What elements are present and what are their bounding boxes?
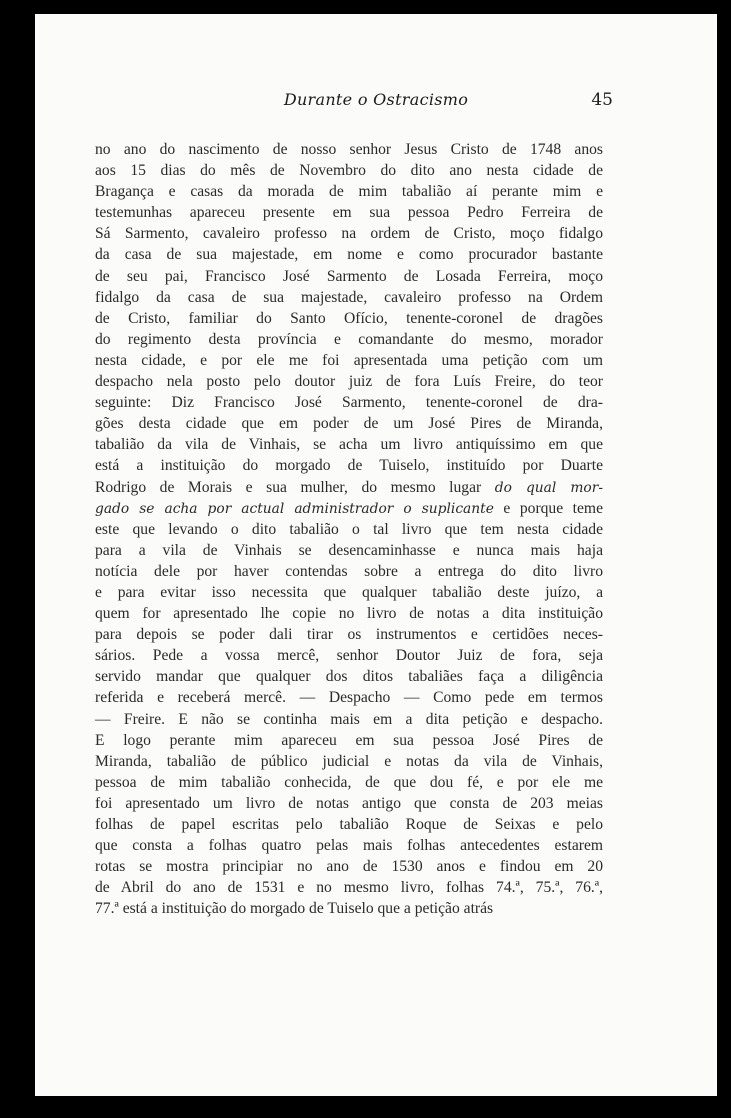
text-segment: aos 15 dias do mês de Novembro do dito ano nesta cidade de — [95, 162, 603, 180]
text-segment: folhas de papel escritas pelo tabalião Roque de Seixas e pelo — [95, 816, 603, 833]
text-line — [95, 519, 603, 540]
text-line — [95, 877, 603, 898]
text-line — [95, 730, 603, 751]
text-segment: seguinte: Diz Francisco José Sarmento, tenente-coronel de dra- — [95, 394, 603, 412]
text-segment: sários. Pede a vossa mercê, senhor Doutor Juiz de fora, seja — [95, 647, 603, 665]
text-line — [95, 181, 603, 202]
text-line — [95, 350, 603, 371]
text-line — [95, 624, 603, 645]
text-line — [95, 793, 603, 814]
text-line — [95, 814, 603, 835]
page-number: 45 — [591, 90, 613, 110]
text-segment: fidalgo da casa de sua majestade, cavaleiro professo na Ordem — [95, 288, 603, 306]
text-segment: que consta a folhas quatro pelas mais folhas antecedentes estarem — [95, 837, 603, 855]
book-page — [35, 14, 717, 1096]
text-segment: gões desta cidade que em poder de um José Pires de Miranda, — [95, 415, 603, 433]
text-segment: este que levando o dito tabalião o tal livro que tem nesta cidade — [95, 520, 603, 538]
text-segment: Sá Sarmento, cavaleiro professo na ordem de Cristo, moço fidalgo — [95, 225, 603, 243]
text-segment: e porque teme — [493, 499, 603, 517]
text-line — [95, 898, 603, 919]
text-segment: 77.ª está a instituição do morgado de Tuiselo que a petição atrás — [95, 900, 494, 918]
body-text — [95, 139, 603, 919]
text-line — [95, 835, 603, 856]
text-line — [95, 751, 603, 772]
text-segment: pessoa de mim tabalião conhecida, de que dou fé, e por ele me — [95, 773, 603, 791]
italic-text-segment: do qual mor- — [494, 479, 603, 496]
text-segment: de seu pai, Francisco José Sarmento de Losada Ferreira, moço — [95, 267, 603, 285]
text-segment: de Cristo, familiar do Santo Ofício, tenente-coronel de dragões — [95, 309, 603, 327]
text-line — [95, 666, 603, 687]
text-segment: para a vila de Vinhais se desencaminhasse e nunca mais haja — [95, 541, 603, 559]
text-line — [95, 477, 603, 498]
text-line — [95, 371, 603, 392]
text-line — [95, 498, 603, 519]
text-segment: servido mandar que qualquer dos ditos tabaliães faça a diligência — [95, 668, 603, 686]
text-segment: de Abril do ano de 1531 e no mesmo livro, folhas 74.ª, 75.ª, 76.ª, — [95, 879, 603, 897]
text-segment: Miranda, tabalião de público judicial e notas da vila de Vinhais, — [95, 752, 603, 770]
text-line — [95, 160, 603, 181]
text-segment: no ano do nascimento de nosso senhor Jesus Cristo de 1748 anos — [95, 141, 603, 158]
text-line — [95, 455, 603, 476]
text-line — [95, 392, 603, 413]
text-segment: testemunhas apareceu presente em sua pessoa Pedro Ferreira de — [95, 204, 603, 222]
text-segment: rotas se mostra principiar no ano de 1530 anos e findou em 20 — [95, 858, 603, 876]
text-line — [95, 287, 603, 308]
text-line — [95, 266, 603, 287]
text-line — [95, 561, 603, 582]
text-line — [95, 223, 603, 244]
text-segment: quem for apresentado lhe copie no livro de notas a dita instituição — [95, 605, 603, 623]
text-line — [95, 582, 603, 603]
text-line — [95, 687, 603, 708]
text-line — [95, 244, 603, 265]
text-segment: do regimento desta província e comandante do mesmo, morador — [95, 330, 603, 348]
italic-text-segment: gado se acha por actual administrador o suplicante — [95, 500, 494, 517]
running-head — [35, 90, 717, 116]
text-segment: para depois se poder dali tirar os instrumentos e certidões neces- — [95, 626, 603, 644]
text-line — [95, 202, 603, 223]
text-segment: nesta cidade, e por ele me foi apresentada uma petição com um — [95, 351, 603, 369]
text-segment: Bragança e casas da morada de mim tabalião aí perante mim e — [95, 183, 603, 201]
text-segment: notícia dele por haver contendas sobre a entrega do dito livro — [95, 562, 603, 580]
text-segment: tabalião da vila de Vinhais, se acha um livro antiquíssimo em que — [95, 436, 603, 454]
text-segment: foi apresentado um livro de notas antigo que consta de 203 meias — [95, 794, 603, 812]
text-segment: despacho nela posto pelo doutor juiz de fora Luís Freire, do teor — [95, 373, 603, 391]
text-line — [95, 329, 603, 350]
text-line — [95, 603, 603, 624]
text-segment: está a instituição do morgado de Tuiselo, instituído por Duarte — [95, 457, 603, 475]
text-line — [95, 772, 603, 793]
text-line — [95, 856, 603, 877]
text-line — [95, 139, 603, 160]
text-line — [95, 434, 603, 455]
text-segment: Rodrigo de Morais e sua mulher, do mesmo lugar — [95, 478, 495, 496]
text-line — [95, 645, 603, 666]
text-line — [95, 540, 603, 561]
text-line — [95, 413, 603, 434]
text-segment: E logo perante mim apareceu em sua pessoa José Pires de — [95, 731, 603, 749]
text-segment: referida e receberá mercê. — Despacho — Como pede em termos — [95, 689, 603, 707]
text-segment: e para evitar isso necessita que qualquer tabalião deste juízo, a — [95, 583, 603, 601]
text-segment: — Freire. E não se continha mais em a dita petição e despacho. — [95, 710, 603, 728]
text-line — [95, 709, 603, 730]
running-title: Durante o Ostracismo — [283, 90, 469, 109]
text-segment: da casa de sua majestade, em nome e como procurador bastante — [95, 246, 603, 264]
text-line — [95, 308, 603, 329]
